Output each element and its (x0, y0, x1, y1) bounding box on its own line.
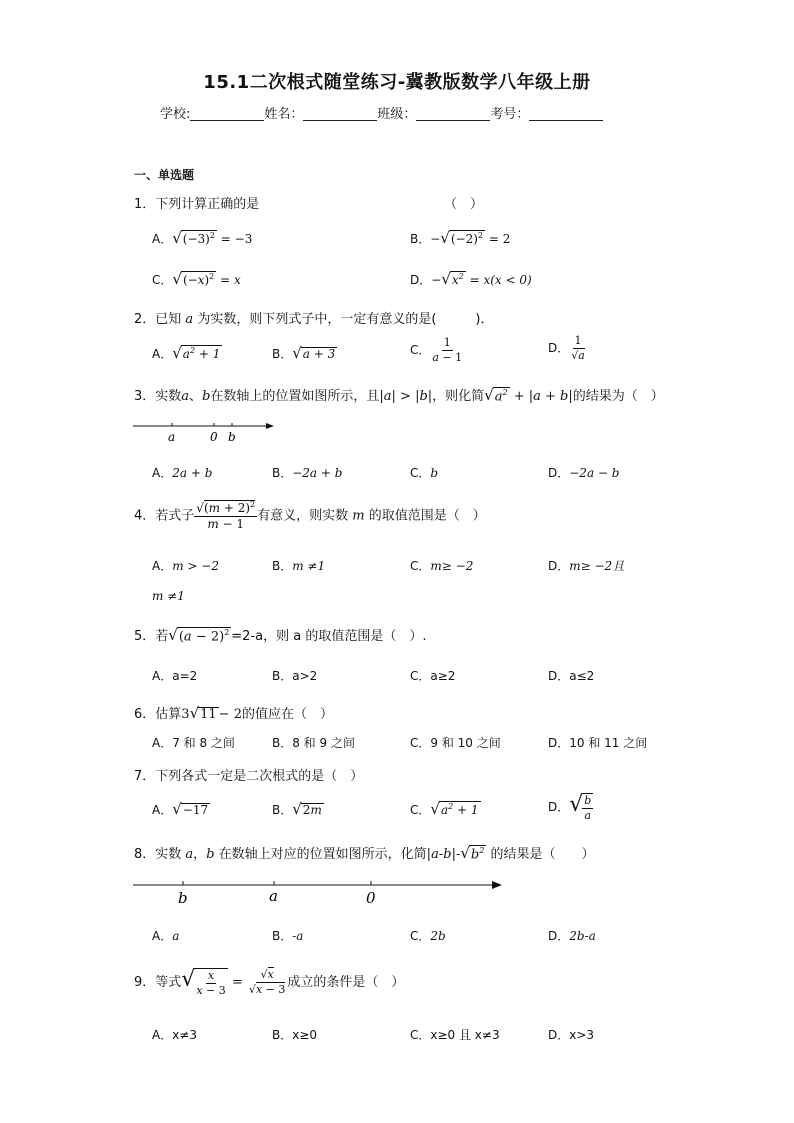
school-blank[interactable] (190, 106, 264, 121)
q7-option-d[interactable]: D．√ $\frac{b}{a}$ (548, 792, 592, 822)
q7-option-b[interactable]: B．√2m (272, 800, 322, 818)
q5-option-c[interactable]: C．a≥2 (410, 669, 456, 683)
q9-option-d[interactable]: D．x>3 (548, 1028, 595, 1042)
q2-option-b[interactable]: B．√a + 3 (272, 344, 336, 362)
q1-option-b[interactable]: B．$-√(-2)^2 = 2$ (410, 229, 511, 247)
student-info-line (160, 103, 603, 122)
q4-option-b[interactable]: B．m ≠1 (272, 559, 326, 573)
q1-option-d[interactable]: D．$-√x^2 = x(x < 0)$ (410, 270, 532, 288)
q3-axis-label-a: a (168, 430, 176, 444)
q9-option-a[interactable]: A．x≠3 (152, 1028, 198, 1042)
q3-axis-label-b: b (228, 430, 236, 444)
q5-option-b[interactable]: B．a>2 (272, 669, 318, 683)
q1-paren: （ ） (444, 197, 484, 212)
q3-option-c[interactable]: C．b (410, 466, 439, 480)
q8-option-d[interactable]: D．2b-a (548, 929, 596, 943)
q1-stem: 1．下列计算正确的是 (134, 197, 260, 212)
page-title: 15.1二次根式随堂练习-冀教版数学八年级上册 (203, 72, 591, 93)
q3-axis-label-zero: 0 (210, 430, 218, 444)
q8-stem: 8．实数 a，b 在数轴上对应的位置如图所示，化简$|a-b|-√b^2$ 的结果是（ ） (134, 844, 595, 862)
q5-option-d[interactable]: D．a≤2 (548, 669, 595, 683)
class-label: 班级： (377, 107, 417, 122)
q7-option-c[interactable]: C．$√a^2 + 1$ (410, 800, 479, 818)
q4-option-d[interactable]: D．m≥ −2且 (548, 559, 625, 573)
q7-stem: 7．下列各式一定是二次根式的是（ ） (134, 769, 364, 784)
q4-option-a[interactable]: A．m > −2 (152, 559, 219, 573)
q9-stem: 9．等式√ $\frac{x}{x - 3}$ = $\frac{√x}{√x - 3}$ 成立的条件是（ ） (134, 967, 405, 997)
q6-option-b[interactable]: B．8 和 9 之间 (272, 736, 355, 750)
q8-option-b[interactable]: B．-a (272, 929, 304, 943)
q2-option-c[interactable]: C． $\frac{1}{a - 1}$ (410, 336, 463, 364)
q1-option-c[interactable]: C．$√(-x)^2 = x$ (152, 270, 241, 288)
q2-stem: 2．已知 a 为实数，则下列式子中，一定有意义的是( )． (134, 312, 494, 327)
q3-option-b[interactable]: B．−2a + b (272, 466, 343, 480)
q8-axis-label-a: a (269, 887, 278, 905)
q9-option-b[interactable]: B．x≥0 (272, 1028, 318, 1042)
q3-option-a[interactable]: A．2a + b (152, 466, 213, 480)
q5-stem: 5．若$√(a - 2)^2 =2-a$，则 a 的取值范围是（ ）. (134, 626, 427, 644)
q8-number-line (130, 874, 510, 908)
q8-axis-label-b: b (178, 889, 188, 907)
q3-number-line (130, 417, 280, 445)
name-blank[interactable] (303, 106, 377, 121)
school-label: 学校: (160, 107, 191, 122)
q4-option-d-continued: m ≠1 (152, 589, 185, 603)
q2-option-a[interactable]: A．$√a^2 + 1$ (152, 344, 221, 362)
q6-option-a[interactable]: A．7 和 8 之间 (152, 736, 235, 750)
q7-option-a[interactable]: A．√−17 (152, 800, 209, 818)
name-label: 姓名： (264, 107, 304, 122)
q1-option-a[interactable]: A．$√(-3)^2 = -3$ (152, 229, 253, 247)
q2-option-d[interactable]: D． $\frac{1}{√a}$ (548, 334, 585, 362)
q9-option-c[interactable]: C．x≥0 且 x≠3 (410, 1028, 500, 1042)
q8-option-a[interactable]: A．a (152, 929, 180, 943)
class-blank[interactable] (416, 106, 490, 121)
q6-stem: 6．估算3√11 − 2的值应在（ ） (134, 704, 333, 722)
q5-option-a[interactable]: A．a=2 (152, 669, 198, 683)
section-heading: 一、单选题 (134, 168, 195, 182)
q3-option-d[interactable]: D．−2a − b (548, 466, 620, 480)
q4-option-c[interactable]: C．m≥ −2 (410, 559, 474, 573)
q8-option-c[interactable]: C．2b (410, 929, 446, 943)
q3-stem: 3．实数a、b在数轴上的位置如图所示，且|a| > |b|，则化简$√a^2 + |a + b|$的结果为（ ） (134, 386, 664, 404)
q6-option-d[interactable]: D．10 和 11 之间 (548, 736, 648, 750)
number-blank[interactable] (529, 106, 603, 121)
q4-stem: 4．若式子 $\frac{√(m + 2)^2}{m - 1}$ 有意义，则实数 m 的取值范围是（ ） (134, 500, 486, 531)
q6-option-c[interactable]: C．9 和 10 之间 (410, 736, 501, 750)
number-label: 考号： (490, 107, 530, 122)
q8-axis-label-zero: 0 (366, 889, 376, 907)
